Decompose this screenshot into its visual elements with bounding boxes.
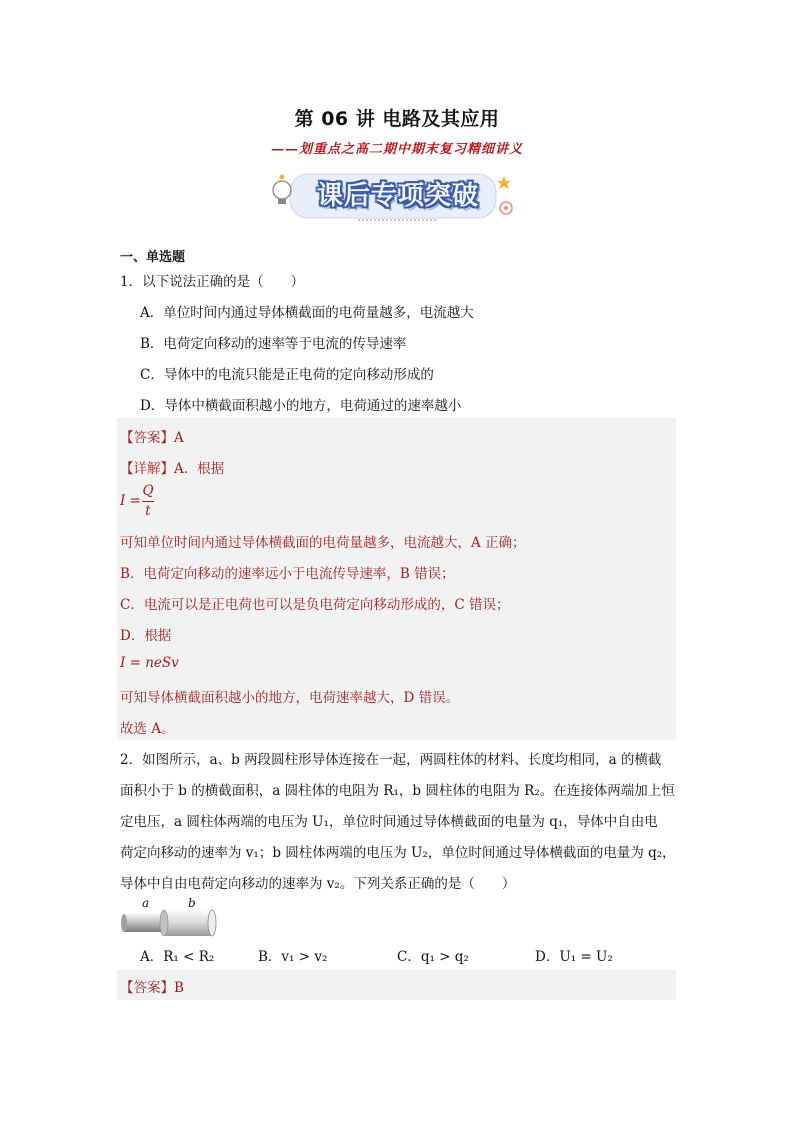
q2-option-c: C．q₁ > q₂ xyxy=(397,949,469,965)
gear-icon xyxy=(500,202,512,214)
label-a: a xyxy=(142,896,150,910)
q1-option-b: B．电荷定向移动的速率等于电流的传导速率 xyxy=(140,336,407,352)
q2-option-b: B．v₁ > v₂ xyxy=(258,949,328,965)
label-b: b xyxy=(188,896,196,910)
cylinder-b xyxy=(164,910,212,936)
banner-title: 课后专项突破 xyxy=(316,181,479,211)
q1-formula-numerator: Q xyxy=(142,483,154,499)
lightbulb-icon xyxy=(273,175,291,205)
q1-option-d: D．导体中横截面积越小的地方，电荷通过的速率越小 xyxy=(140,398,462,414)
q2-stem-line: 导体中自由电荷定向移动的速率为 v₂。下列关系正确的是（ ） xyxy=(120,876,516,892)
q1-option-a: A．单位时间内通过导体横截面的电荷量越多，电流越大 xyxy=(140,305,474,321)
q2-stem-line: 面积小于 b 的横截面积，a 圆柱体的电阻为 R₁，b 圆柱体的电阻为 R₂。在连接体两端加上恒 xyxy=(120,783,675,799)
q2-answer-box xyxy=(117,970,676,1000)
q2-stem-line: 2．如图所示，a、b 两段圆柱形导体连接在一起，两圆柱体的材料、长度均相同，a 的横截 xyxy=(120,752,662,768)
q2-stem-line: 定电压，a 圆柱体两端的电压为 U₁，单位时间通过导体横截面的电量为 q₁，导体中自由电 xyxy=(120,814,658,830)
q1-formula-lhs: I = xyxy=(120,493,141,509)
q1-detail-intro: 【详解】A．根据 xyxy=(120,461,225,477)
q1-fraction-bar xyxy=(142,501,154,502)
q2-options xyxy=(0,945,794,965)
section-title: 一、单选题 xyxy=(120,250,186,265)
q2-stem-line: 荷定向移动的速率为 v₁；b 圆柱体两端的电压为 U₂，单位时间通过导体横截面的电量为 q₂， xyxy=(120,845,676,861)
page-title: 第 06 讲 电路及其应用 xyxy=(294,108,500,130)
q1-answer: 【答案】A xyxy=(120,430,184,446)
q1-detail-line: 可知单位时间内通过导体横截面的电荷量越多，电流越大，A 正确； xyxy=(120,535,526,551)
q2-option-a: A．R₁ < R₂ xyxy=(140,949,215,965)
q2-answer: 【答案】B xyxy=(120,980,184,996)
q1-detail-line: C．电流可以是正电荷也可以是负电荷定向移动形成的，C 错误； xyxy=(120,597,510,613)
q1-option-c: C．导体中的电流只能是正电荷的定向移动形成的 xyxy=(140,367,434,383)
q1-detail-line: B．电荷定向移动的速率远小于电流传导速率，B 错误； xyxy=(120,566,455,582)
q1-conclusion: 故选 A。 xyxy=(120,721,175,737)
q1-formula-denominator: t xyxy=(145,503,151,519)
q1-formula2: I = neSv xyxy=(120,655,179,671)
q1-detail-line: 可知导体横截面积越小的地方，电荷速率越大，D 错误。 xyxy=(120,690,460,706)
banner xyxy=(268,168,518,224)
cylinders-diagram xyxy=(118,896,228,940)
star-icon xyxy=(497,176,511,189)
q2-figure xyxy=(118,896,228,940)
q1-stem: 1．以下说法正确的是（ ） xyxy=(120,274,305,290)
q1-detail-line: D．根据 xyxy=(120,628,172,644)
page-subtitle: ——划重点之高二期中期末复习精细讲义 xyxy=(270,142,523,157)
q2-option-d: D．U₁ = U₂ xyxy=(535,949,613,965)
